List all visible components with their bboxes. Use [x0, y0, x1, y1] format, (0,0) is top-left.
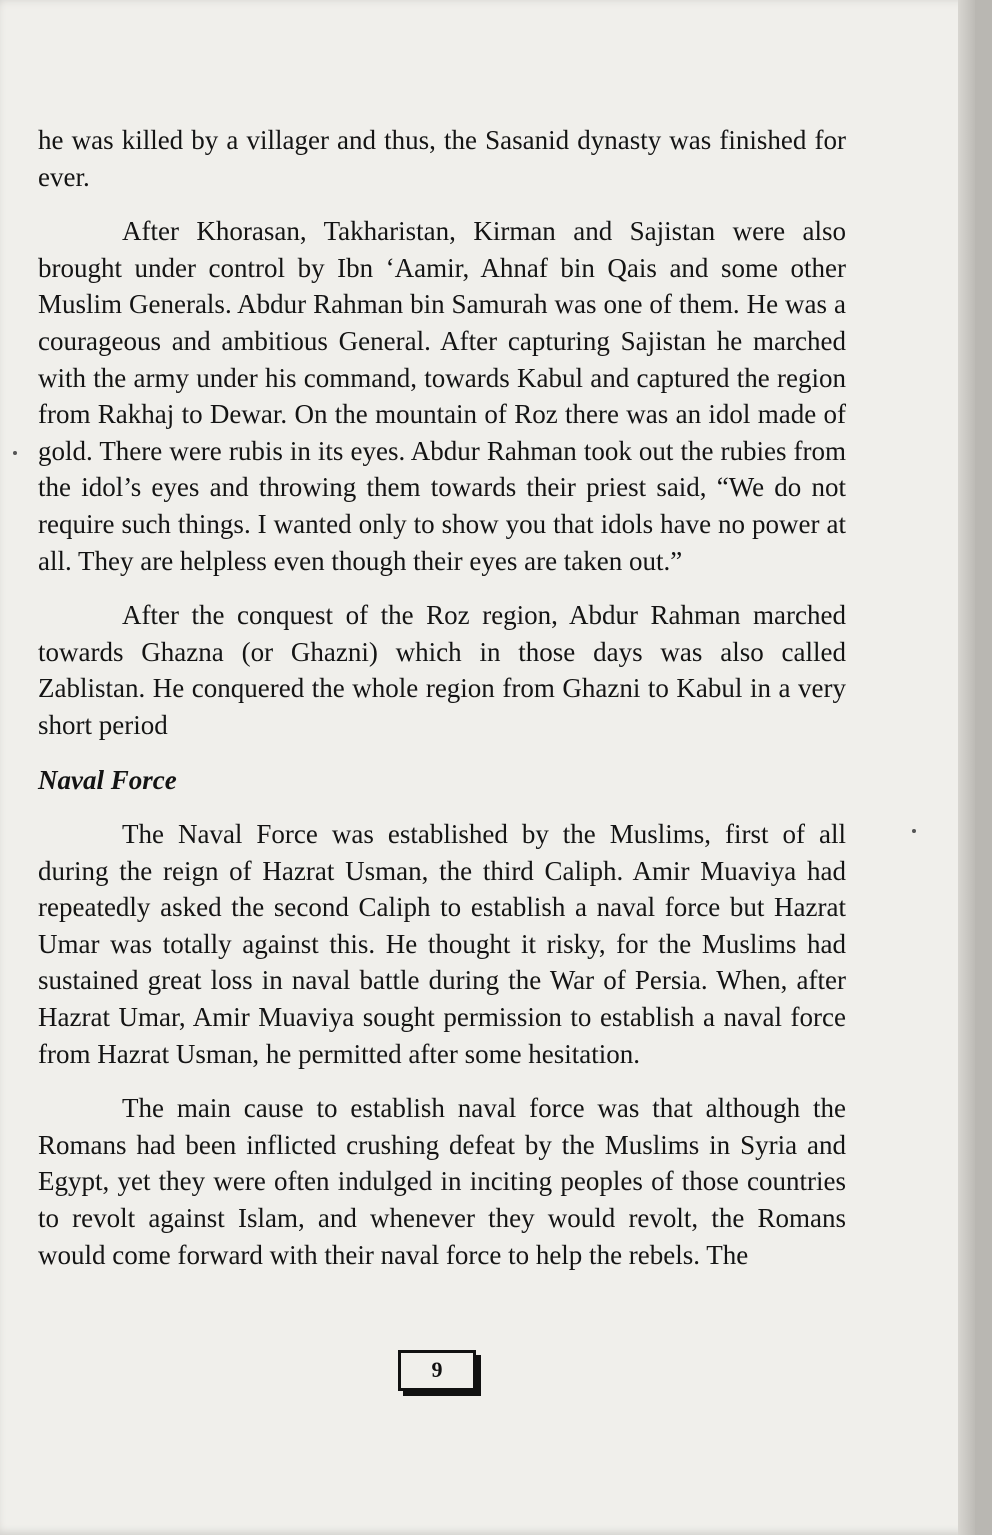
section-heading: Naval Force: [38, 764, 177, 795]
paragraph-khorasan: After Khorasan, Takharistan, Kirman and Sajistan were also brought under control by Ibn ‘Aamir, Ahnaf bin Qais and some other Muslim Generals. Abdur Rahman bin Samurah was one of them. He was a courageous and ambitious General. After capturing Sajistan he marched with the army under his command, towards Kabul and captured the region from Rakhaj to Dewar. On the mountain of Roz there was an idol made of gold. There were rubis in its eyes. Abdur Rahman took out the rubies from the idol’s eyes and throwing them towards their priest said, “We do not require such things. I wanted only to show you that idols have no power at all. They are helpless even though their eyes are taken out.”: [38, 216, 846, 576]
paragraph-continuation: he was killed by a villager and thus, the Sasanid dynasty was finished for ever.: [38, 125, 846, 192]
margin-dot: [912, 829, 916, 833]
paragraph-naval-force: The Naval Force was established by the Muslims, first of all during the reign of Hazrat Usman, the third Caliph. Amir Muaviya had repeatedly asked the second Caliph to establish a naval force but Hazrat Umar was totally against this. He thought it risky, for the Muslims had sustained great loss in naval battle during the War of Persia. When, after Hazrat Umar, Amir Muaviya sought permission to establish a naval force from Hazrat Usman, he permitted after some hesitation.: [38, 819, 846, 1069]
body-text: [38, 122, 846, 1273]
page-edge: [958, 0, 975, 1535]
paragraph-ghazna: After the conquest of the Roz region, Abdur Rahman marched towards Ghazna (or Ghazni) which in those days was also called Zablistan. He conquered the whole region from Ghazni to Kabul in a very short period: [38, 600, 846, 740]
page-number: 9: [398, 1350, 476, 1391]
paragraph-main-cause: The main cause to establish naval force was that although the Romans had been inflicted crushing defeat by the Muslims in Syria and Egypt, yet they were often indulged in inciting peoples of those countries to revolt against Islam, and whenever they would revolt, the Romans would come forward with their naval force to help the rebels. The: [38, 1093, 846, 1270]
margin-dot: [13, 451, 17, 455]
